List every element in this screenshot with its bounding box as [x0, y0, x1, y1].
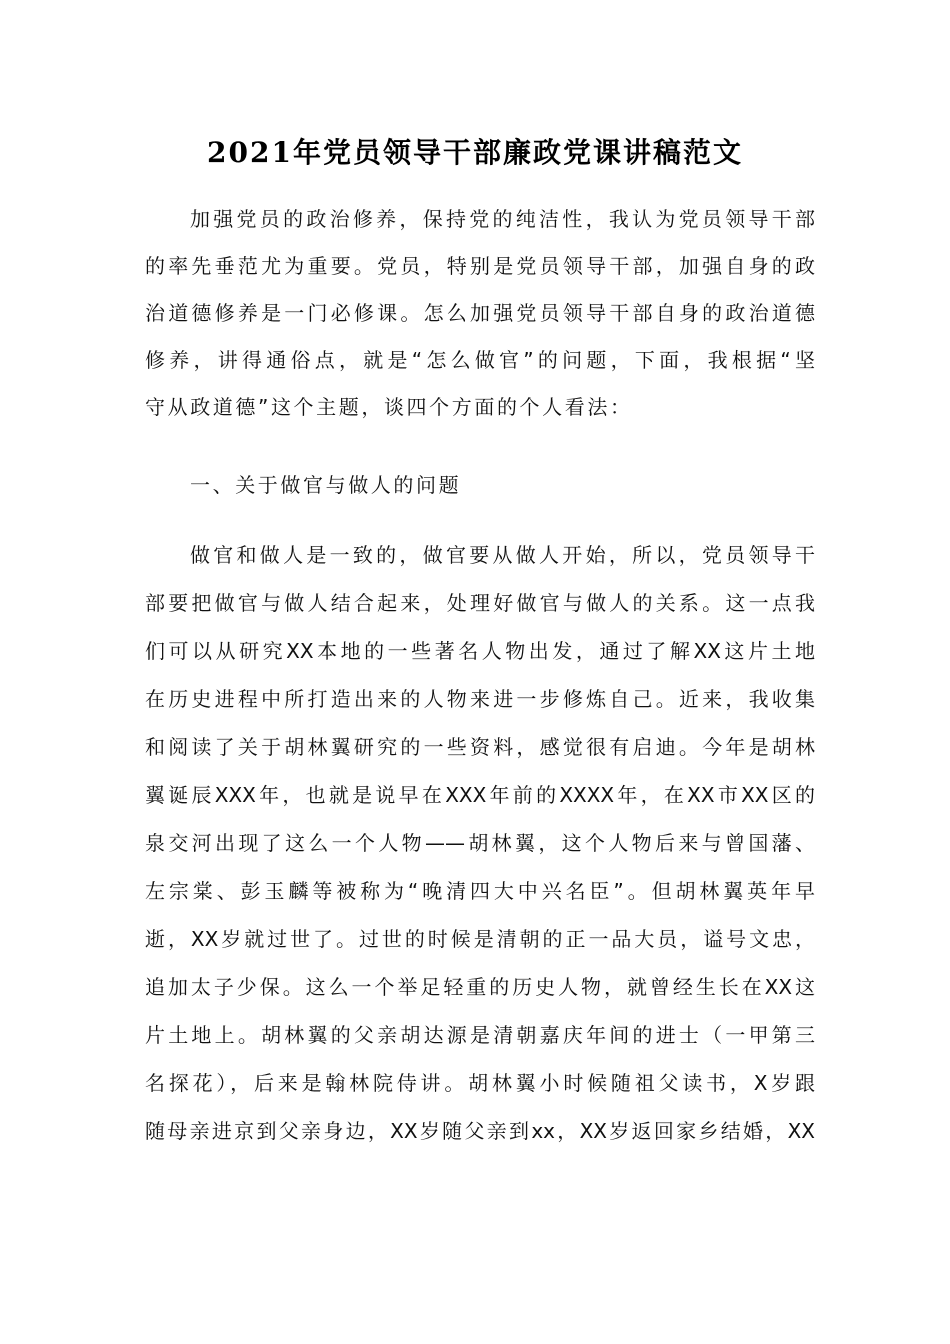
paragraph-line: 翼诞辰XXX年，也就是说早在XXX年前的XXXX年，在XX市XX区的 — [145, 783, 815, 807]
paragraph-line: 修养，讲得通俗点，就是“怎么做官”的问题，下面，我根据“坚 — [145, 348, 815, 372]
paragraph-line: 和阅读了关于胡林翼研究的一些资料，感觉很有启迪。今年是胡林 — [145, 735, 815, 759]
paragraph-line: 做官和做人是一致的，做官要从做人开始，所以，党员领导干 — [190, 543, 815, 567]
paragraph-line: 的率先垂范尤为重要。党员，特别是党员领导干部，加强自身的政 — [145, 254, 815, 278]
paragraph-line: 片土地上。胡林翼的父亲胡达源是清朝嘉庆年间的进士（一甲第三 — [145, 1023, 815, 1047]
section-heading: 一、关于做官与做人的问题 — [190, 473, 462, 497]
paragraph-line: 部要把做官与做人结合起来，处理好做官与做人的关系。这一点我 — [145, 591, 815, 615]
paragraph-line: 追加太子少保。这么一个举足轻重的历史人物，就曾经生长在XX这 — [145, 975, 815, 999]
paragraph-line: 守从政道德”这个主题，谈四个方面的个人看法： — [145, 395, 633, 419]
paragraph-line: 泉交河出现了这么一个人物——胡林翼，这个人物后来与曾国藩、 — [145, 831, 815, 855]
paragraph-line: 在历史进程中所打造出来的人物来进一步修炼自己。近来，我收集 — [145, 687, 815, 711]
paragraph-line: 随母亲进京到父亲身边，XX岁随父亲到xx，XX岁返回家乡结婚，XX — [145, 1119, 815, 1143]
paragraph-line: 治道德修养是一门必修课。怎么加强党员领导干部自身的政治道德 — [145, 301, 815, 325]
paragraph-line: 逝，XX岁就过世了。过世的时候是清朝的正一品大员，谥号文忠， — [145, 927, 815, 951]
paragraph-line: 左宗棠、彭玉麟等被称为“晚清四大中兴名臣”。但胡林翼英年早 — [145, 879, 815, 903]
document-title: 2021年党员领导干部廉政党课讲稿范文 — [207, 136, 743, 169]
paragraph-line: 加强党员的政治修养，保持党的纯洁性，我认为党员领导干部 — [190, 207, 815, 231]
paragraph-line: 名探花），后来是翰林院侍讲。胡林翼小时候随祖父读书，X岁跟 — [145, 1071, 815, 1095]
paragraph-line: 们可以从研究XX本地的一些著名人物出发，通过了解XX这片土地 — [145, 639, 815, 663]
